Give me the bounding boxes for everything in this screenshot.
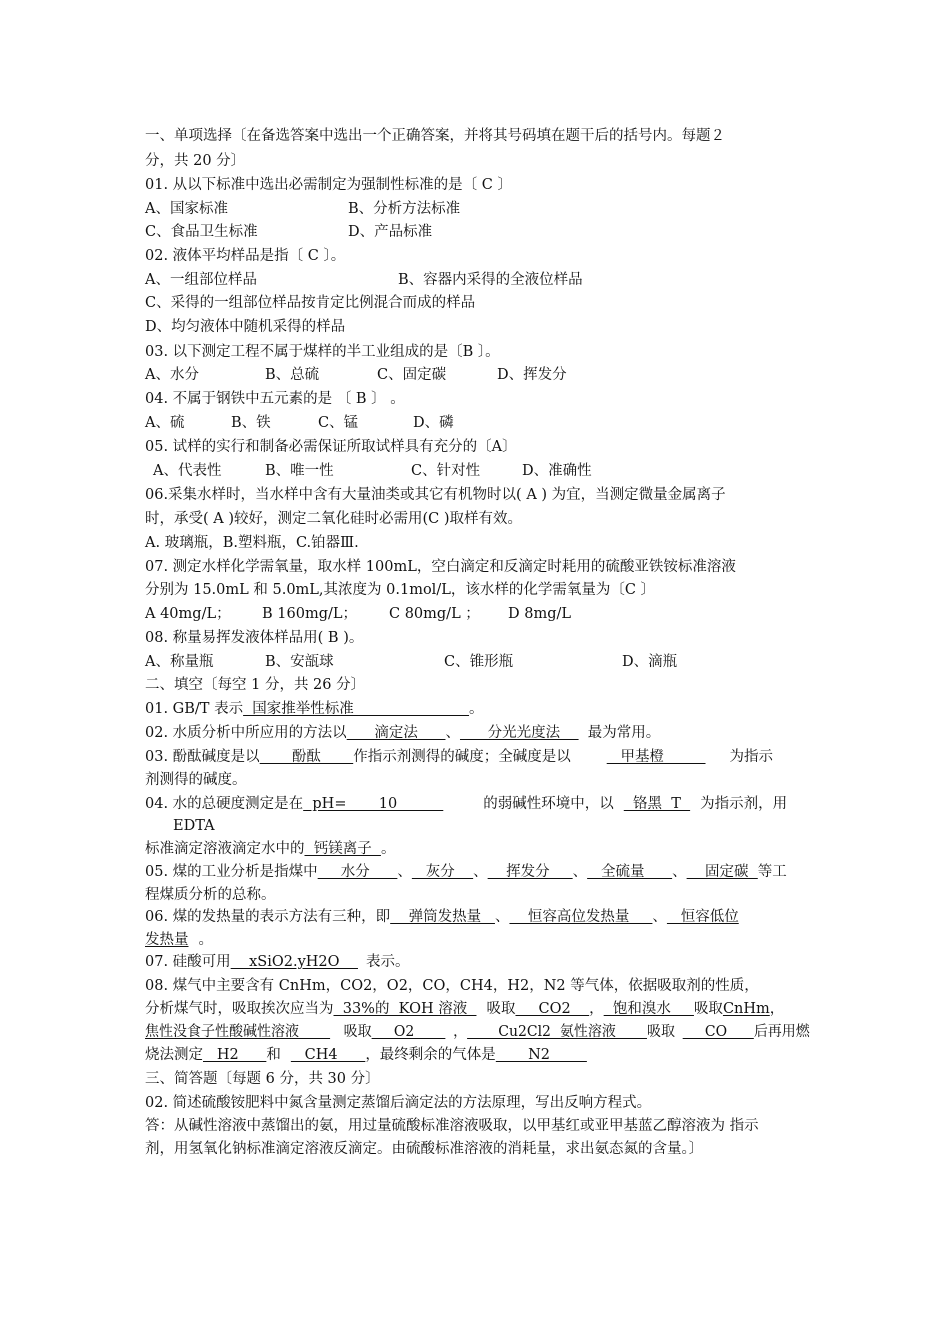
option: A 40mg/L； <box>145 606 231 622</box>
question-06: 06.采集水样时，当水样中含有大量油类或其它有机物时以( A ) 为宜，当测定微量金属离子 <box>145 487 726 503</box>
question-08: 08. 称量易挥发液体样品用( B )。 <box>145 630 364 646</box>
question-04: 04. 不属于钢铁中五元素的是 〔 B 〕 。 <box>145 391 405 407</box>
answer-text-cont: 剂，用氢氧化钠标准滴定溶液反滴定。由硫酸标准溶液的消耗量，求出氨态氮的含量。〕 <box>145 1141 704 1157</box>
fill-04-cont: EDTA <box>173 818 215 834</box>
option: B、唯一性 <box>265 463 334 479</box>
option: C 80mg/L ； <box>389 606 480 622</box>
fill-06-cont: 发热量 。 <box>145 932 213 948</box>
fill-05-cont: 程煤质分析的总称。 <box>145 887 276 903</box>
option: A、国家标准 <box>145 201 228 217</box>
fill-01: 01. GB/T 表示 国家推举性标准 。 <box>145 701 484 717</box>
answer-text: 答：从碱性溶液中蒸馏出的氨，用过量硫酸标准溶液吸取，以甲基红或亚甲基蓝乙醇溶液为 指示 <box>145 1118 759 1134</box>
fill-03: 03. 酚酞碱度是以 酚酞 作指示剂测得的碱度；全碱度是以 甲基橙 为指示 <box>145 749 774 765</box>
option: D、挥发分 <box>497 367 567 383</box>
fill-08-cont: 分析煤气时，吸取挨次应当为 33%的 KOH 溶液 吸取 CO2 ， 饱和溴水 吸取CnHm， <box>145 1001 785 1017</box>
section1-header-cont: 分，共 20 分〕 <box>145 153 246 169</box>
fill-06: 06. 煤的发热量的表示方法有三种，即 弹筒发热量 、 恒容高位发热量 、 恒容低位 <box>145 909 739 925</box>
option: A、代表性 <box>153 463 222 479</box>
option: C、锥形瓶 <box>444 654 514 670</box>
fill-04-cont2: 标准滴定溶液滴定水中的 钙镁离子 。 <box>145 841 396 857</box>
option: D 8mg/L <box>508 606 572 622</box>
short-answer-02: 02. 简述硫酸铵肥料中氮含量测定蒸馏后滴定法的方法原理，写出反响方程式。 <box>145 1095 652 1111</box>
option: D、均匀液体中随机采得的样品 <box>145 319 346 335</box>
option: C、固定碳 <box>377 367 447 383</box>
question-06-options: A. 玻璃瓶，B.塑料瓶，C.铂器Ⅲ. <box>145 535 359 551</box>
section1-header: 一、单项选择〔在备选答案中选出一个正确答案，并将其号码填在题干后的括号内。每题２ <box>145 128 725 144</box>
option: A、称量瓶 <box>145 654 214 670</box>
option: D、磷 <box>413 415 454 431</box>
question-06-cont: 时，承受( A )较好，测定二氧化硅时必需用(C )取样有效。 <box>145 511 523 527</box>
fill-07: 07. 硅酸可用 xSiO2.yH2O 表示。 <box>145 954 410 970</box>
option: A、水分 <box>145 367 199 383</box>
question-03: 03. 以下测定工程不属于煤样的半工业组成的是〔B 〕。 <box>145 344 500 360</box>
option: C、锰 <box>318 415 359 431</box>
option: B、安瓿球 <box>265 654 334 670</box>
fill-02: 02. 水质分析中所应用的方法以 滴定法 、 分光光度法 最为常用。 <box>145 725 661 741</box>
option: C、采得的一组部位样品按肯定比例混合而成的样品 <box>145 295 476 311</box>
fill-05: 05. 煤的工业分析是指煤中 水分 、 灰分 、 挥发分 、 全硫量 、 固定碳 等工 <box>145 864 787 880</box>
option: B、总硫 <box>265 367 320 383</box>
section2-header: 二、填空〔每空 1 分，共 26 分〕 <box>145 677 366 693</box>
question-07: 07. 测定水样化学需氧量，取水样 100mL，空白滴定和反滴定时耗用的硫酸亚铁铵标准溶液 <box>145 559 736 575</box>
question-05: 05. 试样的实行和制备必需保证所取试样具有充分的〔A〕 <box>145 439 517 455</box>
fill-04: 04. 水的总硬度测定是在 pH= 10 的弱碱性环境中，以 铬黑 T 为指示剂，用 <box>145 796 788 812</box>
option: D、准确性 <box>522 463 592 479</box>
option: B、容器内采得的全液位样品 <box>398 272 583 288</box>
section3-header: 三、简答题〔每题 6 分，共 30 分〕 <box>145 1071 380 1087</box>
question-02: 02. 液体平均样品是指〔 C 〕。 <box>145 248 346 264</box>
fill-08-cont3: 烧法测定 H2 和 CH4 ，最终剩余的气体是 N2 <box>145 1047 587 1063</box>
option: D、产品标准 <box>348 224 433 240</box>
question-01: 01. 从以下标准中选出必需制定为强制性标准的是〔 C 〕 <box>145 177 512 193</box>
fill-08-cont2: 焦性没食子性酸碱性溶液 吸取 O2 ， Cu2Cl2 氨性溶液 吸取 CO 后再用燃 <box>145 1024 810 1040</box>
option: B、铁 <box>231 415 271 431</box>
option: C、食品卫生标准 <box>145 224 258 240</box>
option: B、分析方法标准 <box>348 201 461 217</box>
option: C、针对性 <box>411 463 481 479</box>
option: D、滴瓶 <box>622 654 678 670</box>
option: A、硫 <box>145 415 185 431</box>
option: B 160mg/L； <box>262 606 357 622</box>
fill-08: 08. 煤气中主要含有 CnHm，CO2，O2，CO，CH4，H2，N2 等气体，依据吸取剂的性质， <box>145 978 759 994</box>
option: A、一组部位样品 <box>145 272 257 288</box>
question-07-cont: 分别为 15.0mL 和 5.0mL,其浓度为 0.1mol/L，该水样的化学需氧量为〔C 〕 <box>145 582 656 598</box>
fill-03-cont: 剂测得的碱度。 <box>145 772 247 788</box>
